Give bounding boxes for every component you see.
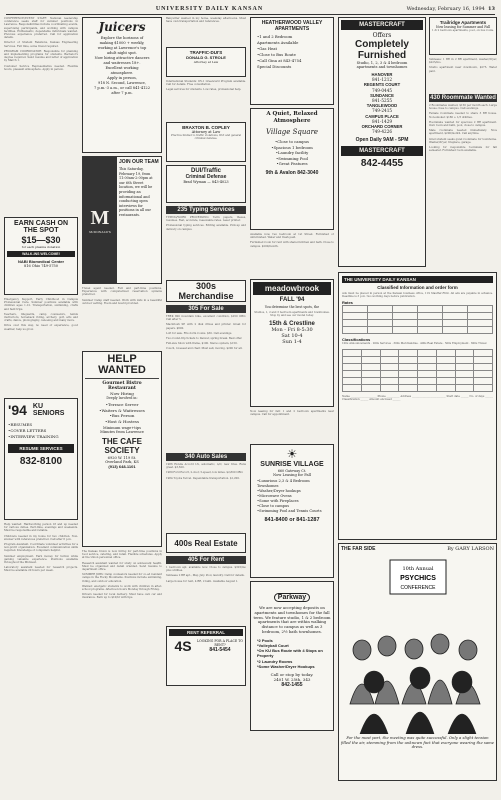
classified-text-block: The Kansas Union is now hiring for part-time positions in food service, catering, and retail. Flexible schedules. Apply at the Union personnel office. Research assistant wanted for study on adolescent health. Must be organized and detail oriented. Send résumé to department office. SUMMER JOBS: Camp counselors needed for co-ed resident camps in the Rocky Mountains. Positions include swimming, riding, and outdoor education. Wanted: energetic students to work with children in after-school programs. Afternoon hours Monday through Friday. Drivers needed for local delivery. Must have own car and insurance. Earn up to $10/hr with tips. xyxy=(82,550,162,600)
ku-item-cover-letters: •COVER LETTERS xyxy=(8,428,47,433)
location-name: CAMPUS PLACE xyxy=(365,113,399,119)
sunrise-address: 660 Gateway Ct. xyxy=(277,469,307,473)
juicers-line: 7 p.m.-3 a.m., or call 841-4122 xyxy=(93,86,151,90)
section-for-sale: 305 For Sale xyxy=(166,305,246,313)
banner-line-1: 10th Annual xyxy=(402,566,434,572)
rates-label: Rates xyxy=(342,300,353,306)
village-item: •Great Features xyxy=(276,161,308,166)
village-address: 9th & Avalon 842-3040 xyxy=(265,169,319,176)
sunrise-title: SUNRISE VILLAGE xyxy=(260,461,324,468)
mastercraft-line: Studio, 1, 2, 3 & 4 bedroom xyxy=(356,61,408,65)
earn-cash-title: EARN CASH ON THE SPOT xyxy=(13,220,69,234)
village-item: •Laundry facility xyxy=(275,150,309,155)
parkway-features xyxy=(253,638,331,669)
mcdonalds-logo-panel xyxy=(83,157,117,283)
classified-text-block: Babysitter wanted in my home, weekday afternoons. Must have own transportation and references. xyxy=(166,17,246,24)
help-sub4: Deeply Involved in: xyxy=(106,396,138,400)
heatherwood-item: Special Discounts xyxy=(257,64,292,69)
page-header xyxy=(6,4,495,15)
juicers-line: and waitresses 18+. xyxy=(103,61,141,65)
trailridge-ad: Trailridge Apartments Now leasing for Summer and Fall 1 & 2 bedroom apartments, pool, on bus route. xyxy=(429,17,497,55)
mcdonalds-ad xyxy=(82,156,162,284)
classified-text-block: Sublease: 1 BR in 2 BR apartment, washer/dryer, $225/mo. Studio apartment near downtown, $275. Water paid. xyxy=(429,58,497,73)
juicers-logo: Juicers xyxy=(98,20,146,34)
far-side-title: THE FAR SIDE xyxy=(341,546,376,552)
juicers-line: Explore the horizons of xyxy=(100,36,144,40)
rent-referral-phone: 841-5454 xyxy=(209,647,231,653)
juicers-line: Apply in person, xyxy=(107,76,137,80)
order-form-title: THE UNIVERSITY DAILY KANSAN xyxy=(342,276,493,283)
meadowbrook-hours: Mon - Fri 8-5:30 xyxy=(271,327,313,334)
sunrise-feature: •Microwave Ovens xyxy=(257,494,292,498)
ku-phone: 832-8100 xyxy=(19,456,63,467)
juicers-line: atmosphere. xyxy=(110,71,134,75)
braxton-ad: BRAXTON B. COPLEY Attorney at Law Practice limited to traffic violations, DUI and general criminal defense. xyxy=(166,122,246,162)
mcdonalds-brand: McDONALD'S xyxy=(89,229,111,234)
parkway-cta: Call or stop by today. xyxy=(270,672,314,677)
section-roommate-wanted: 430 Roommate Wanted xyxy=(430,95,496,101)
ku-year: '94 xyxy=(8,402,27,418)
classified-text-block: 1986 Honda Accord LX, automatic, A/C, new tires. Runs great. $3,500. 1989 Ford Escort, 2-door, 5-speed, low miles. $2,800 OBO. 1984 Toyota Tercel. Dependable transportation. $1,200. xyxy=(166,463,246,480)
help-sub2: Restaurant xyxy=(107,386,137,391)
juicers-line: adult night spot. xyxy=(106,51,138,55)
ku-services-list xyxy=(8,422,74,440)
location-phone: 749-4226 xyxy=(371,129,393,135)
dui-sub: Criminal Defense xyxy=(185,174,227,180)
cafe-phone: (913) 648-1101 xyxy=(108,464,136,469)
heatherwood-item: Apartments Available xyxy=(257,40,299,45)
help-wanted-ad xyxy=(82,351,162,547)
classified-text-block: 1 bedroom apt. available now. Close to campus. $325/mo plus utilities. Sublease 2 BR apt., May–July. Pool, laundry. Call for details. Large house for rent, 4 BR, 2 bath. Available August 1. xyxy=(166,566,246,583)
section-typing: 235 Typing Services xyxy=(166,206,246,214)
mcd-text: This Saturday, February 19, from 11:00am-2:00pm at our 6th Street location, we will be providing an informational and conducting open interviews for positions in all our restaurants. xyxy=(119,167,153,217)
sunrise-feature: •Luxurious 2,3 & 4 Bedroom Townhomes xyxy=(257,479,310,488)
rent-referral-sub: LOOKING FOR A PLACE TO RENT? xyxy=(197,639,243,647)
order-form-sub: Classified Information and order form xyxy=(377,285,458,290)
village-list xyxy=(253,139,331,167)
classified-text-block: Travel agent needed. Full and part-time positions. Experience with computerized reservation systems preferred. Summer Camp staff needed. Work with kids in a beautiful outdoor setting. Room and board provided. xyxy=(82,287,162,305)
rates-table xyxy=(342,305,493,334)
meadowbrook-sun: Sun 1-4 xyxy=(282,339,302,346)
meadowbrook-sat: Sat 10-4 xyxy=(281,333,303,340)
far-side-illustration xyxy=(342,554,493,734)
help-wage: Minimum wage+tips xyxy=(103,426,141,430)
parkway-phone: 842-1455 xyxy=(281,682,303,688)
juicers-line: working at Lawrence's top xyxy=(97,46,147,50)
mastercraft-line: apartments and townhomes xyxy=(356,65,408,69)
banner-line-3: CONFERENCE xyxy=(400,585,436,591)
juicers-line: after 7 p.m. xyxy=(111,91,133,95)
location-phone: 841-1212 xyxy=(371,77,393,83)
mastercraft-offers: Offers xyxy=(372,32,392,39)
classified-text-block: Emergency Support, Early Childhood in Campus Professional Care. Summer positions available with children ages 1-12. Transportation, swimming, crafts and field trips. Teachers, lifeguards, camp counselors, tennis instructors, horseback riding, archery, golf, arts and crafts, dance, photography, canoeing and many more. Drive over this way, no need of experience, good weather, help us grow. xyxy=(4,298,78,331)
column-2 xyxy=(82,17,162,796)
heatherwood-ad xyxy=(250,17,334,105)
mastercraft-logo-bottom: MASTERCRAFT xyxy=(341,146,423,156)
classifications-label: Classifications xyxy=(342,337,371,343)
dui-phone: 843-4023 xyxy=(211,180,229,184)
mastercraft-headline: Completely Furnished xyxy=(355,39,409,61)
ku-item-resumes: •RESUMES xyxy=(8,422,33,427)
mastercraft-ad xyxy=(338,17,426,267)
village-item: •Spacious 1 bedroom xyxy=(271,144,313,150)
juicers-line: Now hiring attractive dancers xyxy=(94,56,150,60)
parkway-address: 2401 W. 25th, 343 xyxy=(273,677,311,682)
classified-text-block: Available now, two bedroom at 1st Street. Furnished or unfurnished. Water and trash paid. Furnished room for rent with shared kitchen and bath. Close to campus. $200/month. xyxy=(250,233,334,248)
village-logo: Village Square xyxy=(265,128,319,136)
cafe-city: Overland Park, KS xyxy=(105,460,139,464)
heatherwood-item: •Gas Heat xyxy=(257,46,278,51)
rent-referral-logo: 4S xyxy=(174,638,192,654)
braxton-sub: Attorney at Law xyxy=(191,130,221,134)
traffic-attorney: DONALD G. STROLE xyxy=(186,55,226,60)
location-phone: 749-0445 xyxy=(371,87,393,93)
parkway-feature: *On KU Bus Route with 4 Stops on Property xyxy=(257,648,323,659)
masthead: UNIVERSITY DAILY KANSAN xyxy=(155,6,264,12)
trailridge-title: Trailridge Apartments xyxy=(439,20,487,25)
meadowbrook-headline: FALL '94 xyxy=(279,297,305,303)
village-item: •Swimming Pool xyxy=(276,155,308,161)
heatherwood-title: HEATHERWOOD VALLEY APARTMENTS xyxy=(261,20,323,32)
juicers-copy xyxy=(85,36,159,96)
dui-name: Brad Wyman xyxy=(183,180,207,184)
classified-text-block: TYPING/WORD PROCESSING: Term papers, theses, resumes. Fast, accurate, reasonable rates. Laser printer. Professional typing services. Editing available. Pick-up and delivery on campus. xyxy=(166,216,246,231)
cafe-address: 6920 W. 119 St. xyxy=(107,456,137,460)
parkway-feature: *Volleyball Court xyxy=(257,642,289,648)
classified-text-block: TREK 800 mountain bike, excellent condition, $250 OBO. Call after 5. Macintosh SE with 2 disk drives and printer. Great for papers. $600. Loft for sale. Fits dorm rooms. $50. Call evenings. Two round-trip tickets to Denver, spring break. Best offer. Full-size futon with frame, $100. Stereo system, $150. Couch, loveseat and chair. Must sell, moving. $200 for all. xyxy=(166,315,246,351)
far-side-comic xyxy=(338,543,497,781)
meadowbrook-logo: meadowbrook xyxy=(253,282,331,295)
location-name: ORCHARD CORNER xyxy=(361,124,403,130)
far-side-byline: By GARY LARSON xyxy=(447,546,494,552)
help-sub3: Now Hiring xyxy=(110,391,134,396)
location-name: TANGLEWOOD xyxy=(366,103,398,109)
help-minutes: Minutes from Lawrence xyxy=(100,430,144,434)
rent-referral-ad xyxy=(166,626,246,686)
earn-cash-ad xyxy=(4,217,78,295)
ku-seniors-ad xyxy=(4,398,78,520)
section-real-estate: 400s Real Estate xyxy=(174,538,238,548)
nabi-center-name: NABI Biomedical Center xyxy=(17,259,64,264)
classified-text-block: CONFERENCE/EVENT STAFF: National leadership conference seeks staff for summer positions in Lawrence. Responsibilities include coordinating events, supervising participants, and working with campus facilities. Enthusiastic, dependable individuals wanted. Previous experience preferred. Call for application details. Director of Student Relations, Kansas Engineering Services. Full time, some travel required. PROGRAM COORDINATOR: Responsible for planning and implementing programs for students. Bachelor's degree required. Send resume and letter of application by March 1. Customer Service Representative needed. Flexible hours, pleasant atmosphere. Apply in person. xyxy=(4,17,78,71)
column-1 xyxy=(4,17,78,796)
heatherwood-item: •1 and 2 Bedroom xyxy=(257,34,293,39)
cafe-society-name: THE CAFE SOCIETY xyxy=(102,437,142,455)
walkins-banner: WALK-INS WELCOME! xyxy=(7,251,75,257)
help-sub1: Gourmet Bistro xyxy=(102,381,142,386)
traffic-title: TRAFFIC-DUI'S xyxy=(189,50,223,55)
ku-item-interview: •INTERVIEW TRAINING xyxy=(8,434,59,439)
header-date: Wednesday, February 16, 1994 xyxy=(406,6,485,12)
merchandise-section-header xyxy=(166,280,246,302)
parkway-feature: *Some Washer/Dryer Hookups xyxy=(257,663,315,669)
mastercraft-logo: MASTERCRAFT xyxy=(341,20,423,30)
sunrise-sub: Now Leasing for Fall xyxy=(273,473,311,477)
location-name: HANOVER xyxy=(371,72,393,77)
column-5 xyxy=(338,17,497,796)
classified-text-block: Now leasing for fall: 1 and 2 bedroom apartments near campus. Call for appointment. xyxy=(250,410,334,417)
sunrise-village-ad xyxy=(250,444,334,578)
location-phone: 749-2415 xyxy=(371,108,393,114)
sunrise-feature: •Washer/Dryer hookups xyxy=(257,489,301,493)
column-3 xyxy=(166,17,246,796)
banner-line-2: PSYCHICS xyxy=(400,575,436,582)
juicers-line: 918 N. Second, Lawrence, xyxy=(98,81,146,85)
mastercraft-locations xyxy=(341,72,423,134)
help-position: •Waiters & Waitresses xyxy=(99,407,145,413)
heatherwood-item: •Close to Bus Route xyxy=(257,52,296,57)
parkway-feature: *2 Laundry Rooms xyxy=(257,658,293,664)
sun-icon: ☀ xyxy=(286,447,298,461)
village-title: A Quiet, Relaxed Atmosphere xyxy=(266,111,318,124)
help-wanted-title: HELP WANTED xyxy=(98,353,146,376)
dui-title: DUI/Traffic xyxy=(190,168,221,174)
section-for-rent: 405 For Rent xyxy=(166,556,246,564)
roommate-ad-text: 2 Roommates wanted, $150 per month each. Large house close to campus. Call evenings. xyxy=(429,104,497,111)
traffic-dui-ad xyxy=(166,47,246,77)
location-phone: 841-5255 xyxy=(371,98,393,104)
help-position: •Bus Person xyxy=(109,413,135,418)
nabi-phone: 816 Ohio 749-5750 xyxy=(23,264,59,268)
location-name: REGENTS COURT xyxy=(363,82,401,88)
earn-cash-note: for each plasma donation xyxy=(21,245,61,249)
sunrise-features xyxy=(253,479,331,514)
parkway-ad xyxy=(250,581,334,731)
section-auto-sales: 340 Auto Sales xyxy=(166,453,246,461)
help-position: •Terrace Server xyxy=(105,402,139,407)
juicers-line: making $1000 + weekly, xyxy=(99,41,145,45)
traffic-sub: Attorney at Law xyxy=(193,60,219,64)
heatherwood-item: •Call Gina at 843-4754 xyxy=(257,58,302,63)
heatherwood-list xyxy=(253,34,331,70)
section-merchandise: 300s Merchandise xyxy=(178,281,234,301)
earn-cash-amount: $15—$30 xyxy=(21,235,61,245)
parkway-feature: *2 Pools xyxy=(257,637,273,643)
classified-text-block: 2 Roommates wanted, $150 per month each. Large house close to campus. Call evenings. Female roommate needed to share 3 BR house. Non-smoker. $180 + 1/3 utilities. Roommate wanted for spacious 2 BR apartment. Own room and bath, pool, close to campus. Male roommate needed immediately. Nice apartment, $200/month. Call anytime. Grad student seeks quiet roommate for townhome. Washer/dryer, fireplace, garage. Looking for responsible roommate for fall semester. Furnished room available. xyxy=(429,104,497,153)
help-position: •Host & Hostess xyxy=(104,418,140,424)
header-page: 13 xyxy=(488,6,495,12)
parkway-text: We are now accepting deposits on apartments and townhomes for the fall term. We feature studio, 1 & 2 bedroom apartments that are within walking distance to campus as well as 3 bedroom, 2½ bath townhomes. xyxy=(253,605,331,634)
parkway-logo: Parkway xyxy=(274,593,310,602)
classified-text-block: Help wanted: Hardworking person 18 and up needed for various duties. Part-time, evenings and weekends. Must be responsible and reliable. Childcare needed in my home for two children. Non-smoker with references preferred. Call after 6 p.m. Program Assistant. Coordinate volunteer activities for a non-profit organization. Excellent communication skills required. Knowledge of computers helpful. Summer employment. Earn money for tuition while gaining valuable experience. Positions available throughout the Midwest. Laboratory assistant needed for research projects. Must be available 20 hours per week. xyxy=(4,523,78,573)
mcd-headline: JOIN OUR TEAM xyxy=(119,159,159,165)
village-item: •Close to campus xyxy=(275,139,309,144)
help-positions xyxy=(85,402,159,424)
sunrise-phone: 841-8400 or 841-1287 xyxy=(264,517,320,523)
real-estate-section-header xyxy=(166,533,246,553)
meadowbrook-ad: meadowbrook FALL '94 You determine the best spots, the Studios, 1, 2 and 3 bedroom apartments and townhomes. Stop by and see our model today. 15th & Crestline Mon - Fri 8-5:30 Sat 10-4 Sun 1-4 xyxy=(250,279,334,407)
sunrise-feature: •Close to campus xyxy=(257,504,290,508)
far-side-caption: For the most part, the meeting was quite successful. Only a slight tension filled the air, stemming from the unknown fact that everyone wearing the same dress. xyxy=(341,735,494,750)
order-form: THE UNIVERSITY DAILY KANSAN Classified Information and order form Ads must be placed in person at the Kansan business office, 119 Stauffer-Flint. All ads are payable in advance. Deadline is 3 p.m. two working days before publication. Rates Classifications 100s Announcements · 200s Services · 300s Merchandise · 400s Real Estate · 500s Employment · 600s Travel Name ____________________ Phone __________ Address __________________________ Start date ______ No. of days ______ Classification ______ Amount enclosed ______ xyxy=(338,272,497,540)
meadowbrook-address: 15th & Crestline xyxy=(269,321,315,328)
location-name: SUNDANCE xyxy=(370,92,394,98)
ad-copy-grid[interactable] xyxy=(342,349,493,392)
dui-ad: DUI/Traffic Criminal Defense Brad Wyman — 843-4023 xyxy=(166,165,246,203)
juicers-line: Excellent working xyxy=(105,66,139,70)
village-square-ad xyxy=(250,108,334,230)
golden-arches-icon: M xyxy=(90,206,110,229)
juicers-ad xyxy=(82,17,162,153)
sunrise-feature: •Some with Fireplaces xyxy=(257,499,299,503)
rent-referral-title: RENT REFERRAL xyxy=(169,629,243,636)
braxton-title: BRAXTON B. COPLEY xyxy=(182,125,230,130)
ku-seniors-title: KU SENIORS xyxy=(32,403,65,417)
column-4 xyxy=(250,17,334,796)
mastercraft-phone: 842-4455 xyxy=(360,158,404,170)
classified-text-block: International Students: DV-1 Greencard Program available. Call for details. Free consultation. Legal services for students. Low rates, professional help. xyxy=(166,80,246,92)
meadowbrook-line: You determine the best spots, the xyxy=(264,305,320,309)
location-phone: 841-1429 xyxy=(371,118,393,124)
trailridge-sub: Now leasing for Summer and Fall xyxy=(435,25,491,29)
resume-services-label: RESUME SERVICES xyxy=(8,444,74,453)
mastercraft-hours: Open Daily 9AM - 5PM xyxy=(355,137,409,144)
sunrise-feature: •Swimming Pool and Tennis Courts xyxy=(257,509,322,513)
